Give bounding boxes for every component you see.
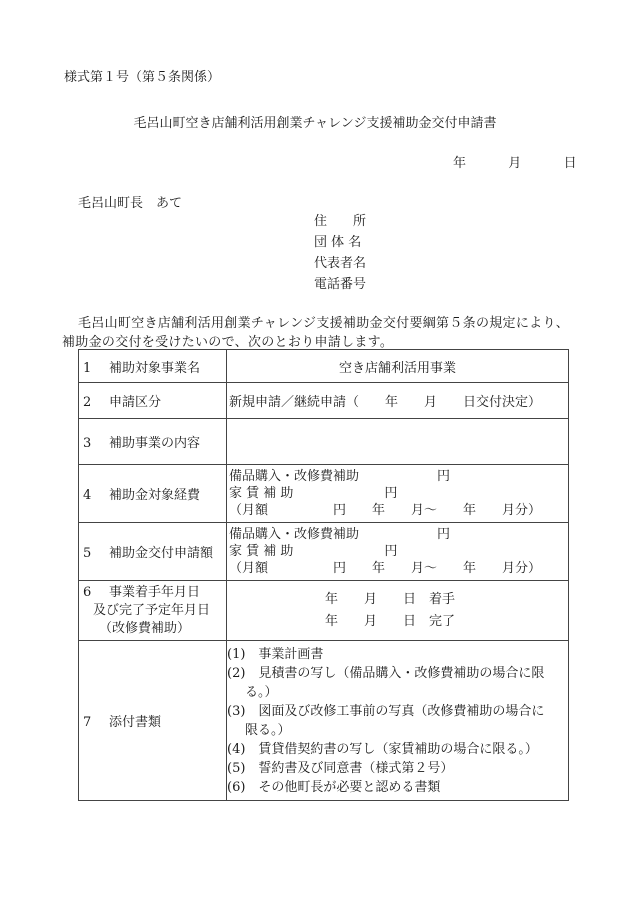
application-type-value: 新規申請／継続申請（ 年 月 日交付決定） xyxy=(227,383,569,419)
applicant-phone-label: 電話番号 xyxy=(314,277,367,292)
amount-line: 家 賃 補 助 円 xyxy=(229,544,398,559)
table-row xyxy=(79,465,569,523)
row-number: 7 xyxy=(83,715,92,730)
attachment-item: (6) その他町長が必要と認める書類 xyxy=(227,779,441,795)
row-label-cell xyxy=(79,581,227,641)
row-number: 6 xyxy=(83,584,92,600)
date-day-label: 日 xyxy=(563,156,577,171)
attachment-item: (1) 事業計画書 xyxy=(227,646,324,662)
form-number: 様式第１号（第５条関係） xyxy=(64,70,221,85)
row-label: 添付書類 xyxy=(109,715,162,730)
row-label: 申請区分 xyxy=(109,395,162,410)
addressee: 毛呂山町長 あて xyxy=(78,196,183,211)
row-number: 5 xyxy=(83,546,92,561)
intro-text: 毛呂山町空き店舗利活用創業チャレンジ支援補助金交付要綱第５条の規定により、補助金の交付を受けたいので、次のとおり申請します。 xyxy=(62,316,570,350)
requested-amount-value xyxy=(227,523,569,581)
row-label: 及び完了予定年月日 xyxy=(93,602,211,618)
row-label: 補助金交付申請額 xyxy=(109,546,214,561)
schedule-value xyxy=(227,581,569,641)
row-label-cell xyxy=(79,641,227,801)
row-label: 補助対象事業名 xyxy=(109,360,201,376)
row-label: 補助事業の内容 xyxy=(109,436,201,451)
attachment-item: (2) 見積書の写し（備品購入・改修費補助の場合に限 xyxy=(227,665,545,681)
attachment-item: (3) 図面及び改修工事前の写真（改修費補助の場合に xyxy=(227,703,545,719)
expense-line: 家 賃 補 助 円 xyxy=(229,486,398,501)
applicant-address-label: 住 所 xyxy=(314,214,367,229)
application-table xyxy=(78,349,569,801)
row-label-cell xyxy=(79,523,227,581)
row-number: 2 xyxy=(83,395,92,410)
attachment-item: (5) 誓約書及び同意書（様式第２号） xyxy=(227,760,454,776)
row-number: 4 xyxy=(83,488,92,503)
row-label: （改修費補助） xyxy=(99,620,191,636)
date-year-label: 年 xyxy=(453,156,467,171)
amount-line: 備品購入・改修費補助 円 xyxy=(229,527,451,542)
expense-line: （月額 円 年 月～ 年 月分） xyxy=(229,503,542,518)
date-month-label: 月 xyxy=(508,156,522,171)
expense-line: 備品購入・改修費補助 円 xyxy=(229,469,451,484)
completion-date-line: 年 月 日 完了 xyxy=(325,613,456,629)
attachment-item-continued: る。） xyxy=(245,684,278,700)
applicant-representative-label: 代表者名 xyxy=(314,256,367,271)
table-row xyxy=(79,383,569,419)
document-title: 毛呂山町空き店舗利活用創業チャレンジ支援補助金交付申請書 xyxy=(133,116,497,131)
eligible-expenses-value xyxy=(227,465,569,523)
row-label-cell xyxy=(79,465,227,523)
project-name-value: 空き店舗利活用事業 xyxy=(227,350,569,383)
row-number: 1 xyxy=(83,360,92,376)
applicant-org-label: 団 体 名 xyxy=(314,235,362,250)
table-row xyxy=(79,581,569,641)
attachments-list xyxy=(227,641,569,801)
row-label-cell xyxy=(79,383,227,419)
row-label-cell xyxy=(79,350,227,383)
row-label: 補助金対象経費 xyxy=(109,488,201,503)
row-number: 3 xyxy=(83,436,92,451)
table-row xyxy=(79,350,569,383)
attachment-item-continued: 限る。） xyxy=(245,722,291,738)
start-date-line: 年 月 日 着手 xyxy=(325,591,456,607)
project-content-value[interactable] xyxy=(227,419,569,465)
table-row xyxy=(79,419,569,465)
date-line xyxy=(453,152,577,171)
amount-line: （月額 円 年 月～ 年 月分） xyxy=(229,561,542,576)
table-row xyxy=(79,641,569,801)
row-label: 事業着手年月日 xyxy=(109,584,201,600)
table-row xyxy=(79,523,569,581)
attachment-item: (4) 賃貸借契約書の写し（家賃補助の場合に限る。） xyxy=(227,741,538,757)
row-label-cell xyxy=(79,419,227,465)
